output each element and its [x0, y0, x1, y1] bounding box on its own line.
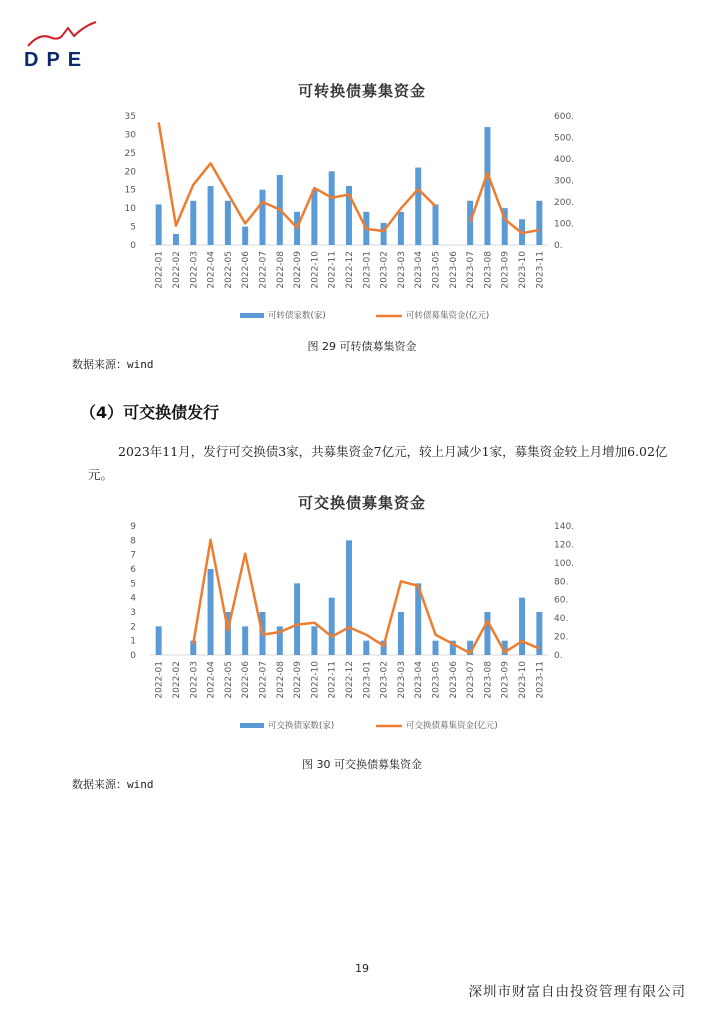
bar-2022-09	[294, 583, 300, 655]
y-left-tick-label: 15	[124, 185, 136, 196]
y-right-tick-label: 140.	[554, 522, 575, 532]
x-tick-label: 2022-02	[171, 661, 182, 699]
x-tick-label: 2023-04	[414, 251, 425, 289]
y-right-tick-label: 0.	[554, 651, 563, 661]
x-tick-label: 2022-09	[293, 251, 304, 289]
y-left-tick-label: 2	[130, 622, 136, 633]
x-tick-label: 2022-01	[154, 251, 165, 289]
bar-2022-01	[156, 626, 162, 655]
bar-2022-02	[173, 234, 179, 245]
y-left-tick-label: 5	[130, 222, 136, 233]
y-left-tick-label: 10	[124, 204, 136, 215]
footer-company: 深圳市财富自由投资管理有限公司	[468, 984, 686, 1000]
y-right-tick-label: 300.	[554, 176, 575, 187]
y-left-tick-label: 7	[130, 550, 136, 561]
legend-bar-label: 可交换债家数(家)	[268, 721, 335, 731]
bar-2023-10	[519, 598, 525, 655]
x-tick-label: 2023-10	[518, 251, 529, 289]
y-right-tick-label: 100.	[554, 558, 575, 569]
bar-2023-03	[398, 612, 404, 655]
x-tick-label: 2022-04	[206, 251, 217, 289]
bar-2022-10	[311, 190, 317, 245]
x-tick-label: 2022-03	[189, 661, 200, 699]
x-tick-label: 2022-01	[154, 661, 165, 699]
y-left-tick-label: 5	[130, 579, 136, 590]
legend-bar-label: 可转债家数(家)	[268, 311, 326, 321]
x-tick-label: 2023-07	[466, 661, 477, 699]
y-right-tick-label: 60.	[554, 595, 569, 606]
x-tick-label: 2022-12	[345, 251, 355, 289]
y-left-tick-label: 4	[130, 593, 136, 604]
y-right-tick-label: 20.	[554, 632, 569, 643]
x-tick-label: 2022-08	[275, 251, 286, 289]
x-tick-label: 2023-11	[535, 251, 546, 289]
x-tick-label: 2023-08	[483, 661, 494, 699]
x-tick-label: 2022-10	[310, 661, 321, 699]
legend-line-label: 可转债募集资金(亿元)	[406, 311, 490, 321]
x-tick-label: 2022-02	[171, 251, 182, 289]
bar-2023-08	[484, 127, 490, 245]
y-right-tick-label: 40.	[554, 614, 569, 625]
bar-2022-01	[156, 204, 162, 245]
x-tick-label: 2022-04	[206, 661, 217, 699]
x-tick-label: 2023-03	[396, 251, 407, 289]
chart2-source: 数据来源：wind	[72, 778, 154, 791]
y-right-tick-label: 120.	[554, 540, 575, 551]
y-left-tick-label: 20	[124, 167, 136, 178]
chart2-title: 可交换债募集资金	[297, 494, 426, 512]
x-tick-label: 2023-09	[500, 251, 511, 289]
page-number: 19	[355, 962, 369, 975]
x-tick-label: 2022-12	[345, 661, 355, 699]
y-left-tick-label: 0	[130, 651, 136, 661]
bar-2022-04	[208, 186, 214, 245]
bar-2022-05	[225, 201, 231, 245]
bar-2022-12	[346, 540, 352, 655]
bar-2022-06	[242, 626, 248, 655]
x-tick-label: 2022-10	[310, 251, 321, 289]
chart1-title: 可转换债募集资金	[297, 82, 426, 100]
bar-2023-05	[433, 204, 439, 245]
bar-2022-03	[190, 201, 196, 245]
bar-2023-08	[484, 612, 490, 655]
x-tick-label: 2022-11	[327, 661, 338, 699]
chart1-caption: 图 29 可转债募集资金	[307, 340, 417, 353]
chart1-convertible-bonds	[100, 108, 630, 330]
logo-text: DPE	[24, 49, 90, 71]
y-right-tick-label: 100.	[554, 219, 575, 230]
y-left-tick-label: 35	[124, 112, 136, 122]
legend-bar-swatch	[240, 723, 264, 728]
x-tick-label: 2023-07	[466, 251, 477, 289]
y-left-tick-label: 9	[130, 522, 136, 532]
x-tick-label: 2022-06	[241, 661, 252, 699]
y-right-tick-label: 0.	[554, 241, 563, 251]
x-tick-label: 2023-02	[379, 251, 390, 289]
y-right-tick-label: 500.	[554, 133, 575, 144]
bar-2022-07	[259, 190, 265, 245]
x-tick-label: 2023-09	[500, 661, 511, 699]
x-tick-label: 2023-05	[431, 251, 442, 289]
section-paragraph: 2023年11月，发行可交换债3家，共募集资金7亿元，较上月减少1家，募集资金较上月增加6.02亿元。	[88, 444, 668, 482]
x-tick-label: 2022-06	[241, 251, 252, 289]
bar-2023-04	[415, 168, 421, 245]
x-tick-label: 2023-11	[535, 661, 546, 699]
chart2-caption: 图 30 可交换债募集资金	[302, 758, 422, 771]
y-right-tick-label: 400.	[554, 155, 575, 165]
y-left-tick-label: 8	[130, 536, 136, 547]
x-tick-label: 2022-03	[189, 251, 200, 289]
legend-line-label: 可交换债募集资金(亿元)	[406, 721, 498, 731]
x-tick-label: 2022-11	[327, 251, 338, 289]
y-left-tick-label: 25	[124, 148, 136, 159]
x-tick-label: 2022-05	[223, 661, 234, 699]
x-tick-label: 2023-01	[362, 661, 373, 699]
x-tick-label: 2022-07	[258, 661, 269, 699]
y-left-tick-label: 0	[130, 241, 136, 251]
x-tick-label: 2023-08	[483, 251, 494, 289]
x-tick-label: 2023-03	[396, 661, 407, 699]
y-left-tick-label: 3	[130, 608, 136, 618]
x-tick-label: 2022-09	[293, 661, 304, 699]
bar-2022-06	[242, 227, 248, 245]
x-tick-label: 2022-05	[223, 251, 234, 289]
x-tick-label: 2022-08	[275, 661, 286, 699]
x-tick-label: 2023-10	[518, 661, 529, 699]
x-tick-label: 2022-07	[258, 251, 269, 289]
y-right-tick-label: 200.	[554, 198, 575, 208]
y-right-tick-label: 80.	[554, 577, 569, 588]
x-tick-label: 2023-01	[362, 251, 373, 289]
x-tick-label: 2023-06	[448, 251, 459, 289]
bar-2023-02	[381, 223, 387, 245]
x-tick-label: 2023-05	[431, 661, 442, 699]
y-left-tick-label: 30	[124, 130, 136, 141]
bar-2023-01	[363, 641, 369, 655]
bar-2023-05	[433, 641, 439, 655]
bar-2022-04	[208, 569, 214, 655]
bar-2022-10	[311, 626, 317, 655]
legend-bar-swatch	[240, 313, 264, 318]
y-right-tick-label: 600.	[554, 112, 575, 122]
y-left-tick-label: 6	[130, 565, 136, 575]
logo-swoosh-icon	[28, 22, 96, 46]
chart1-source: 数据来源：wind	[72, 358, 154, 371]
x-tick-label: 2023-04	[414, 661, 425, 699]
section-heading: （4）可交换债发行	[80, 403, 220, 422]
bar-2022-11	[329, 598, 335, 655]
x-tick-label: 2023-06	[448, 661, 459, 699]
y-left-tick-label: 1	[130, 636, 136, 647]
chart2-exchangeable-bonds	[100, 518, 630, 740]
bar-2023-03	[398, 212, 404, 245]
x-tick-label: 2023-02	[379, 661, 390, 699]
bar-2023-07	[467, 201, 473, 245]
bar-2023-11	[536, 201, 542, 245]
bar-2022-11	[329, 171, 335, 245]
